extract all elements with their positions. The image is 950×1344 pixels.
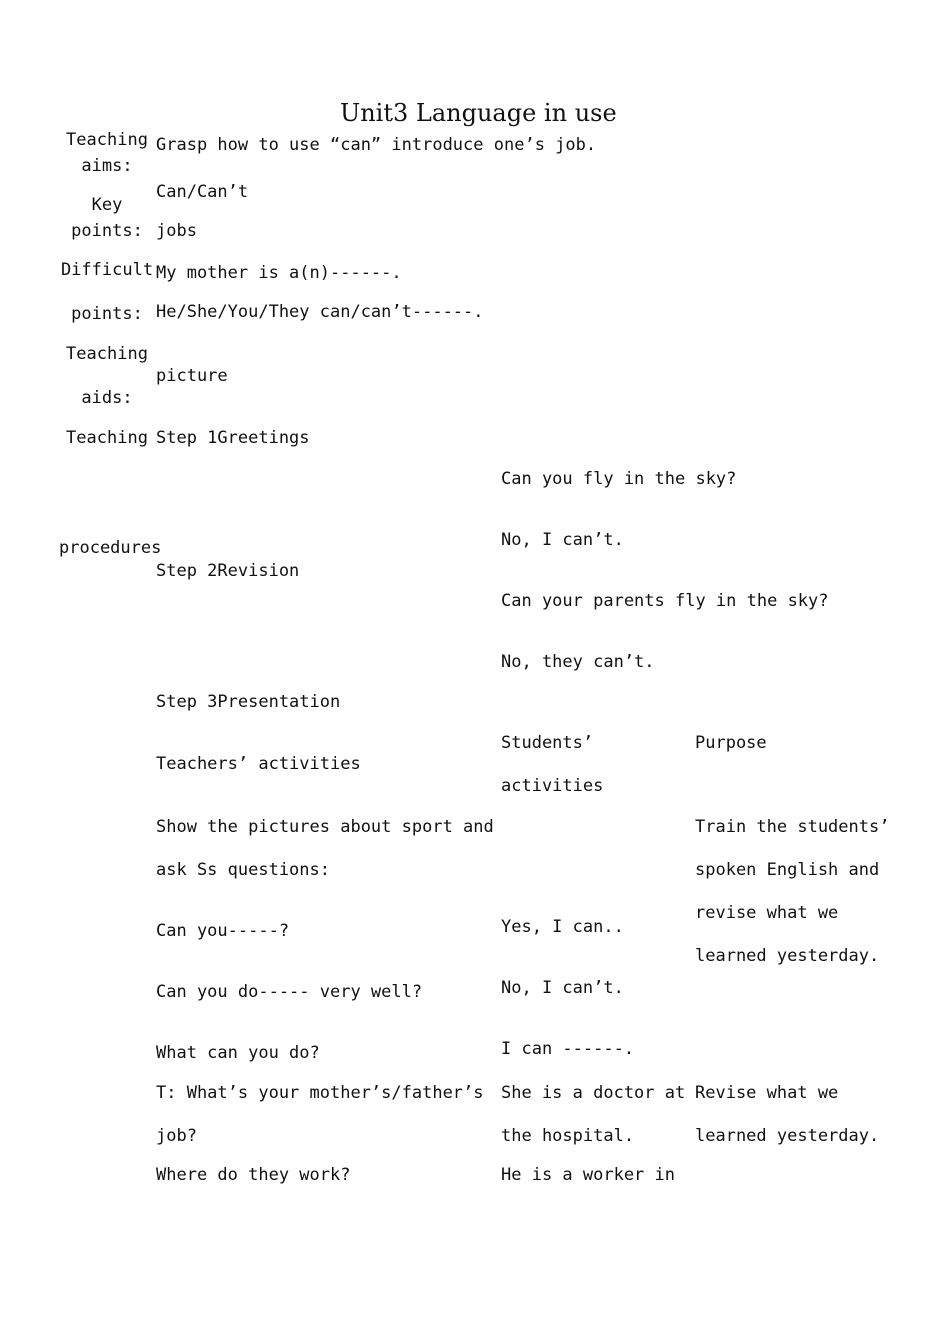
revision-line: No, I can’t. [501,530,624,550]
teacher-activity-line: Can you-----? [156,921,290,941]
revision-line: Can you fly in the sky? [501,469,737,489]
teacher-activity-line: Where do they work? [156,1165,351,1185]
difficult-point-1: My mother is a(n)------. [156,263,402,283]
step-3-heading: Step 3Presentation [156,692,341,712]
purpose-line: learned yesterday. [695,1126,880,1146]
purpose-line: learned yesterday. [695,946,880,966]
purpose-line: revise what we [695,903,839,923]
key-points-label: Key [91,195,123,215]
step-1-heading: Step 1Greetings [156,428,310,448]
purpose-line: Train the students’ [695,817,890,837]
teaching-aims-label-2: aims: [81,156,133,176]
student-activity-line: He is a worker in [501,1165,675,1185]
student-activity-line: No, I can’t. [501,978,624,998]
revision-line: No, they can’t. [501,652,655,672]
student-activity-line: She is a doctor at [501,1083,686,1103]
teaching-procedures-label: Teaching [66,428,148,448]
teaching-aids-text: picture [156,366,228,386]
teaching-aids-label-2: aids: [81,388,133,408]
purpose-line: Revise what we [695,1083,839,1103]
teaching-aids-label: Teaching [66,344,148,364]
difficult-points-label: Difficult [60,260,154,280]
difficult-points-label-2: points: [71,304,143,324]
key-point-1: Can/Can’t [156,182,249,202]
teacher-activity-line: Show the pictures about sport and [156,817,494,837]
key-point-2: jobs [156,221,197,241]
purpose-header: Purpose [695,733,767,753]
teaching-aims-text: Grasp how to use “can” introduce one’s job. [156,135,597,155]
teachers-activities-header: Teachers’ activities [156,754,361,774]
teaching-aims-label: Teaching [66,130,148,150]
student-activity-line: I can ------. [501,1039,635,1059]
teacher-activity-line: job? [156,1126,197,1146]
student-activity-line: the hospital. [501,1126,635,1146]
teacher-activity-line: ask Ss questions: [156,860,330,880]
teacher-activity-line: Can you do----- very well? [156,982,423,1002]
teacher-activity-line: T: What’s your mother’s/father’s [156,1083,484,1103]
document-title: Unit3 Language in use [340,99,617,127]
purpose-line: spoken English and [695,860,880,880]
teacher-activity-line: What can you do? [156,1043,320,1063]
step-2-heading: Step 2Revision [156,561,300,581]
students-activities-header-2: activities [501,776,604,796]
teaching-procedures-label-2: procedures [59,538,162,558]
difficult-point-2: He/She/You/They can/can’t------. [156,302,484,322]
revision-line: Can your parents fly in the sky? [501,591,829,611]
key-points-label-2: points: [71,221,143,241]
students-activities-header: Students’ [501,733,594,753]
student-activity-line: Yes, I can.. [501,917,624,937]
